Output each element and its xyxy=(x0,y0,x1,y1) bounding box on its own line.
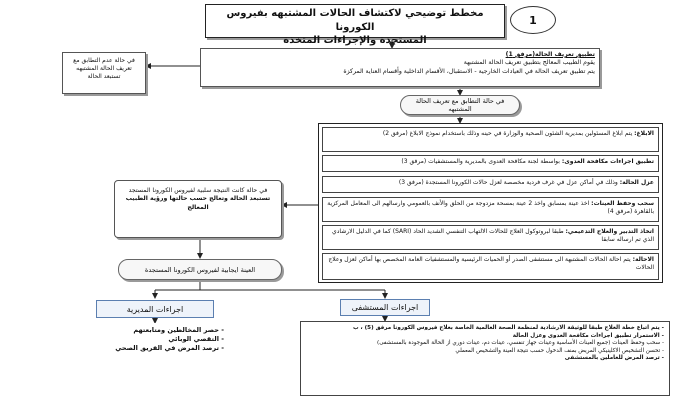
negative-result-note xyxy=(114,180,282,238)
negative-result-line-2: تستبعد الحالة وتعالج حسب حالتها ورؤية الطبيب المعالج xyxy=(125,195,271,211)
match-definition-pill xyxy=(400,95,520,115)
step-number-badge xyxy=(510,6,556,34)
action-isolation-text: وذلك في أماكن عزل في غرف فردية مخصصة لعزل حالات الكورونا المستجدة (مرفق 3) xyxy=(398,179,618,186)
hospital-actions-list xyxy=(300,321,670,396)
hospital-item-diagnosis: - تحسن التشخيص الاكلينيكي المريض بمنف الدخول حسب نتيجة العينة والتشخيص المعملي xyxy=(455,347,664,354)
action-referral-text: يتم احالة الحالات المشتبهة الى مستشفى الصدر أو الحميات الرئيسية والمستشفيات العامة المخصص بها أماكن لعزل وعلاج الحالات xyxy=(328,256,654,272)
action-infection-control xyxy=(322,155,659,172)
action-samples xyxy=(322,197,659,222)
action-samples-head: سحب وحفظ العينات: xyxy=(591,200,654,207)
action-report xyxy=(322,127,659,152)
title-line-2: المستجدة والإجراءات المتخذة xyxy=(283,35,427,46)
action-infection-control-head: تطبيق اجراءات مكافحة العدوى: xyxy=(561,158,654,165)
exclusion-note-text: في حالة عدم التطابق مع تعريف الحالة المشتبهه تستبعد الحالة xyxy=(73,57,135,81)
positive-result-pill xyxy=(118,259,282,280)
directorate-actions-list xyxy=(80,323,230,365)
action-samples-text: اخذ عينة بمسابق واخذ 2 عينة بمسحة مزدوجة من الحلق والأنف بالعمومي وارسالهم الى المعامل المركزية بالقاهرة (مرفق 4) xyxy=(327,200,654,216)
step-number-text: 1 xyxy=(529,13,537,27)
directorate-actions-title xyxy=(96,300,214,318)
directorate-item-investigation: - التقصي الوبائي xyxy=(168,334,224,343)
action-isolation xyxy=(322,176,659,193)
case-definition-heading: تطبيق تعريف الحالة(مرفق 1) xyxy=(505,51,595,58)
action-report-text: يتم ابلاغ المسئولين بمديرية الشئون الصحية والوزارة في حينه وذلك باستخدام نموذج الابلاغ (مرفق 2) xyxy=(382,130,633,137)
directorate-item-contacts: - حصر المخالطين ومتابعتهم xyxy=(133,326,224,334)
case-definition-box xyxy=(200,48,600,87)
directorate-actions-title-text: اجراءات المديرية xyxy=(126,304,184,314)
hospital-actions-title xyxy=(340,299,430,316)
action-treatment-text: طبقا لبروتوكول العلاج للحالات الالتهاب التنفسي الشديد الحاد (SARI) كما في الدليل الارشادي الذي تم ارساله سابقا xyxy=(332,228,654,244)
action-report-head: الابلاغ: xyxy=(634,130,654,137)
directorate-item-surveillance: - ترصد المرض في الفريق الصحي xyxy=(115,343,224,352)
action-referral xyxy=(322,253,659,280)
hospital-item-samples: - سحب وحفظ العينات (جميع العينات الأساسية وعينات جهاز تنفسي، عينات دم، عينات دوري از الحالة الموجودة بالمستشفى) xyxy=(377,340,664,347)
action-treatment xyxy=(322,225,659,250)
action-treatment-head: اتخاذ التدبير والعلاج التدعيمي: xyxy=(565,228,654,235)
action-infection-control-text: بواسطة لجنة مكافحة العدوى بالمديرية والمستشفيات (مرفق 3) xyxy=(401,158,560,165)
match-definition-text: في حالة التطابق مع تعريف الحالة المشتبهه xyxy=(415,97,505,113)
diagram-title xyxy=(205,4,505,46)
exclusion-note xyxy=(62,52,146,94)
action-referral-head: الاحالة: xyxy=(632,256,654,263)
positive-result-text: العينة ايجابية لفيروس الكورونا المستجدة xyxy=(144,265,256,274)
action-isolation-head: عزل الحالة: xyxy=(619,179,654,186)
hospital-item-treatment-plan: - يتم اتباع خطة العلاج طبقا للوثيقة الارشادية لمنظمة الصحة العالمية الخاصة بعلاج فيروس الكورونا مرفق (5) ، ب xyxy=(352,325,664,331)
title-line-1: مخطط توضيحي لاكتشاف الحالات المشتبهه بفيروس الكورونا xyxy=(226,8,484,33)
hospital-item-infection-control: - الاستمرار تطبيق اجراءات مكافحة العدوى وعزل الحالة xyxy=(512,332,664,339)
case-definition-line-2: يتم تطبيق تعريف الحالة في العيادات الخارجية - الاستقبال، الأقسام الداخلية وأقسام العناية المركزة xyxy=(343,67,595,75)
negative-result-line-1: في حالة كانت النتيجة سلبية لفيروس الكورونا المستجد xyxy=(128,187,268,194)
hospital-actions-title-text: اجراءات المستشفى xyxy=(351,303,419,312)
hospital-item-surveillance: - ترصد المرض للعاملين بالمستشفى xyxy=(564,355,664,362)
case-definition-line-1: يقوم الطبيب المعالج بتطبيق تعريف الحالة المشتبهة xyxy=(463,59,595,67)
